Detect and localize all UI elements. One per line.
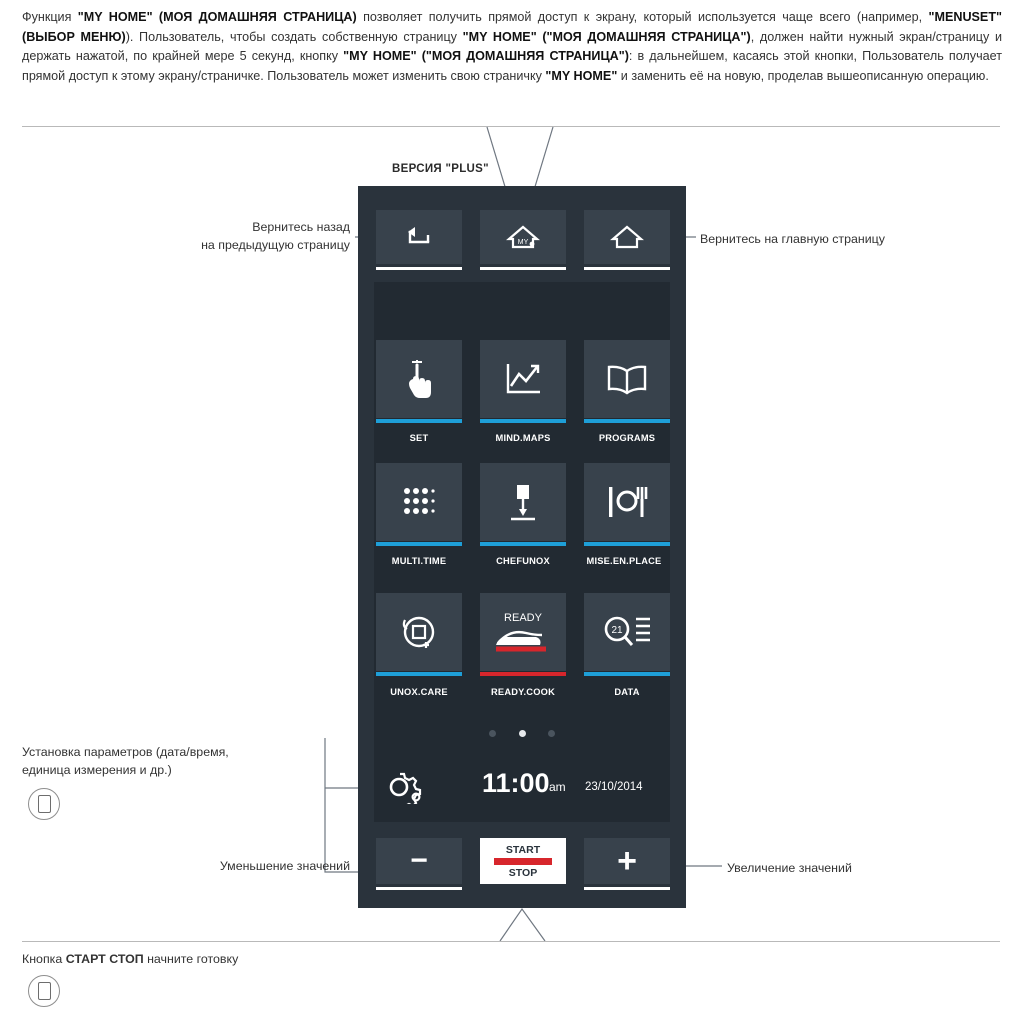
start-stop-phone-badge	[28, 975, 60, 1007]
ready-hand-icon	[488, 607, 558, 657]
pager-dot[interactable]	[548, 730, 555, 737]
settings-gear-button[interactable]	[384, 770, 424, 804]
stop-label: STOP	[508, 866, 538, 879]
clock-ampm: am	[549, 780, 566, 794]
clock-date: 23/10/2014	[585, 781, 643, 793]
pager-dot-active[interactable]	[519, 730, 526, 737]
svg-text:21: 21	[611, 625, 623, 636]
callout-settings: Установка параметров (дата/время, единица измерения и др.)	[22, 745, 229, 777]
hand-touch-icon	[402, 359, 436, 399]
tile-programs[interactable]	[584, 340, 670, 418]
tile-label-multi-time: MULTI.TIME	[391, 556, 447, 566]
tile-label-data: DATA	[614, 687, 640, 697]
home-button-underline	[584, 267, 670, 270]
tile-label-unox-care: UNOX.CARE	[390, 687, 448, 697]
callout-decrease: Уменьшение значений	[219, 859, 350, 873]
divider-top	[22, 126, 1000, 127]
tile-set[interactable]	[376, 340, 462, 418]
my-home-icon	[506, 224, 540, 250]
increase-button-underline	[584, 887, 670, 890]
tile-ready-cook[interactable]	[480, 593, 566, 671]
back-arrow-icon	[404, 225, 434, 249]
cutlery-icon	[605, 484, 649, 520]
minus-icon: −	[410, 844, 428, 877]
tile-chefunox[interactable]	[480, 463, 566, 541]
intro-paragraph: Функция "MY HOME" (МОЯ ДОМАШНЯЯ СТРАНИЦА) позволяет получить прямой доступ к экрану, который используется чаще всего (например, "MENUSET" (ВЫБОР МЕНЮ)). Пользователь, чтобы создать собственную страницу "MY HOME" ("МОЯ ДОМАШНЯЯ СТРАНИЦА"), должен найти нужный экран/страницу и держать нажатой, по крайней мере 5 секунд, кнопку "MY HOME" ("МОЯ ДОМАШНЯЯ СТРАНИЦА"): в дальнейшем, касаясь этой кнопки, Пользователь получает прямой доступ к этому экрану/страничке. Пользователь может изменить свою страничку "MY HOME" и заменить её на новую, проделав вышеописанную операцию.	[22, 10, 1003, 83]
back-button-underline	[376, 267, 462, 270]
callout-back: Вернитесь назад на предыдущую страницу	[201, 220, 350, 252]
start-stop-indicator	[494, 858, 552, 865]
home-button[interactable]	[584, 210, 670, 264]
callout-increase: Увеличение значений	[727, 861, 852, 875]
start-label: START	[505, 843, 541, 856]
tile-accent	[376, 672, 462, 676]
tile-mind-maps[interactable]	[480, 340, 566, 418]
pager-dots[interactable]	[489, 730, 555, 737]
tile-label-mind-maps: MIND.MAPS	[495, 433, 551, 443]
care-cycle-icon	[399, 612, 439, 652]
book-icon	[605, 363, 649, 395]
plus-icon: +	[617, 842, 637, 880]
svg-text:READY: READY	[504, 612, 542, 624]
tile-label-chefunox: CHEFUNOX	[496, 556, 550, 566]
settings-phone-badge	[28, 788, 60, 820]
tile-label-mise-en-place: MISE.EN.PLACE	[586, 556, 662, 566]
decrease-button[interactable]	[376, 838, 462, 884]
phone-screen-icon	[38, 982, 51, 1000]
tile-accent	[584, 419, 670, 423]
tile-accent	[376, 419, 462, 423]
tile-mise-en-place[interactable]	[584, 463, 670, 541]
tile-accent	[584, 672, 670, 676]
tile-accent	[480, 542, 566, 546]
decrease-button-underline	[376, 887, 462, 890]
grid-dots-icon	[399, 485, 439, 519]
tile-unox-care[interactable]	[376, 593, 462, 671]
tile-accent	[376, 542, 462, 546]
tile-data[interactable]	[584, 593, 670, 671]
tile-label-ready-cook: READY.COOK	[491, 687, 555, 697]
back-button[interactable]	[376, 210, 462, 264]
my-home-button[interactable]	[480, 210, 566, 264]
my-home-button-underline	[480, 267, 566, 270]
chart-line-icon	[503, 361, 543, 397]
tile-accent	[480, 672, 566, 676]
version-label: ВЕРСИЯ "PLUS"	[392, 163, 489, 175]
phone-screen-icon	[38, 795, 51, 813]
home-icon	[610, 224, 644, 250]
pager-dot[interactable]	[489, 730, 496, 737]
tile-accent	[584, 542, 670, 546]
callout-start-stop: Кнопка СТАРТ СТОП начните готовку	[22, 952, 239, 966]
tile-accent	[480, 419, 566, 423]
callout-home: Вернитесь на главную страницу	[700, 232, 885, 246]
svg-text:MY: MY	[517, 239, 529, 246]
probe-icon	[508, 482, 538, 522]
tile-label-programs: PROGRAMS	[598, 433, 656, 443]
increase-button[interactable]	[584, 838, 670, 884]
tile-label-set: SET	[409, 433, 429, 443]
gear-icon	[384, 770, 424, 804]
clock-time: 11:00	[482, 768, 550, 798]
tile-multi-time[interactable]	[376, 463, 462, 541]
divider-bottom	[22, 941, 1000, 942]
start-stop-button[interactable]	[480, 838, 566, 884]
data-search-icon	[602, 613, 652, 651]
